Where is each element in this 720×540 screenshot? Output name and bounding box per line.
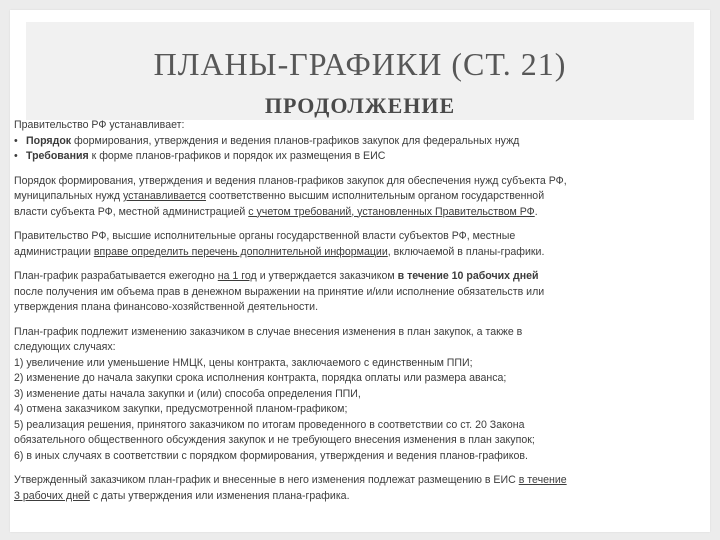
underlined-text: устанавливается [122,190,207,202]
title-block [26,22,694,120]
paragraph-additional-info [14,229,698,260]
bullet-keyword: Порядок [26,134,72,147]
bullet-marker: • [14,134,18,147]
slide-content [14,118,698,504]
text-line: утверждения плана финансово-хозяйственной деятельности. [14,301,319,313]
paragraph-publication [14,473,698,504]
text-line: Порядок формирования, утверждения и ведения планов-графиков закупок для обеспечения нужд субъекта РФ, [14,174,567,187]
intro-section [14,118,698,165]
underlined-text: с учетом требований, установленных Правительством РФ [248,205,535,218]
list-item: 5) реализация решения, принятого заказчиком по итогам проведенного в соответствии со ст. 20 Закона [14,418,525,431]
list-item: 2) изменение до начала закупки срока исполнения контракта, порядка оплаты или размера аванса; [14,372,507,384]
list-item: обязательного общественного обсуждения закупок и не требующего внесения изменения в план закупок; [14,434,535,446]
text-line: План-график подлежит изменению заказчиком в случае внесения изменения в план закупок, а также в [14,325,523,338]
underlined-text: вправе определить перечень дополнительной информации [93,245,388,258]
text-line: Правительство РФ, высшие исполнительные органы государственной власти субъектов РФ, местные [14,230,516,242]
text-segment: власти субъекта РФ, местной администрацией [14,205,249,218]
slide-subtitle: ПРОДОЛЖЕНИЕ [264,93,456,118]
text-segment: с даты утверждения или изменения плана-графика. [89,489,350,502]
underlined-text: 3 рабочих дней [14,489,90,502]
bullet-text: к форме планов-графиков и порядок их размещения в ЕИС [88,150,386,162]
list-item: 3) изменение даты начала закупки и (или) способа определения ППИ, [14,387,361,400]
bullet-keyword: Требования [26,150,89,162]
bullet-item [14,134,698,150]
underlined-text: в течение [518,474,567,486]
text-line: следующих случаях: [14,341,116,353]
paragraph-annual-plan [14,269,698,316]
text-segment: Утвержденный заказчиком план-график и внесенные в него изменения подлежат размещению в ЕИС [14,474,519,486]
paragraph-change-cases [14,325,698,465]
text-segment: соответственно высшим исполнительным органом государственной [206,190,545,202]
underlined-text: на 1 год [217,270,257,282]
list-item: 4) отмена заказчиком закупки, предусмотренной планом-графиком; [14,403,348,415]
bullet-text: формирования, утверждения и ведения планов-графиков закупок для федеральных нужд [71,134,520,147]
slide-title: ПЛАНЫ-ГРАФИКИ (СТ. 21) [153,46,567,82]
bold-text: в течение 10 рабочих дней [397,270,539,282]
bullet-marker: • [14,150,18,162]
text-line: после получения им объема прав в денежном выражении на принятие и/или исполнение обязательств или [14,285,545,298]
bullet-item [14,149,698,165]
text-segment: . [534,205,538,218]
text-segment: , включаемой в планы-графики. [387,245,545,258]
text-segment: администрации [14,245,94,258]
list-item: 6) в иных случаях в соответствии с порядком формирования, утверждения и ведения планов-графиков. [14,449,528,462]
paragraph-regional-order [14,174,698,221]
list-item: 1) увеличение или уменьшение НМЦК, цены контракта, заключаемого с единственным ППИ; [14,356,473,369]
text-segment: и утверждается заказчиком [256,270,398,282]
intro-lead: Правительство РФ устанавливает: [14,119,185,131]
text-segment: План-график разрабатывается ежегодно [14,270,218,282]
text-segment: муниципальных нужд [14,190,123,202]
